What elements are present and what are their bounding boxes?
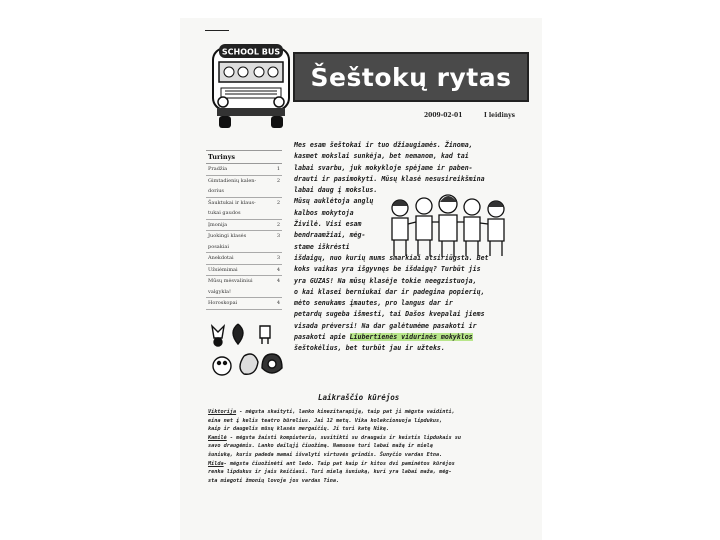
intro-line: šeštokėlius, bet turbūt jau ir užteks. [294,344,445,353]
toc-item: Anekdotai 3 [206,253,282,265]
bus-sign: SCHOOL BUS [221,47,281,57]
intro-line: kalbos mokytoja [294,208,354,217]
newspaper-title: Šeštokų rytas [310,62,512,92]
intro-line: stame iškrėsti [294,242,350,251]
writers-section [208,408,528,485]
intro-line: kasmet mokslai sunkėja, bet nemanom, kad tai [294,152,469,161]
issue-date: 2009-02-01 [424,112,463,119]
writer-line: kaip ir daugelis mūsų klasės mergaičių. Ji turi katę Nikę. [208,426,390,433]
issue-number: I leidinys [484,112,515,119]
table-of-contents [206,150,282,310]
intro-line-start: pasakoti apie [294,333,350,342]
writer-name: Kamilė [208,434,227,441]
toc-item: Užsiėmimai 4 [206,265,282,277]
writer-entry: Kamilė - mėgsta žaisti kompiuteriu, susitikti su draugais ir keistis lipdukais su [208,434,461,441]
writer-line: eina net į kelis teatro būrelius. Jai 12 metų. Vika kolekcionuoja lipdukus, [208,417,443,424]
writer-line: renka lipdukus ir jais keičiasi. Turi mielą šuniuką, kuri yra labai maža, mėg- [208,469,452,476]
intro-line: Mes esam šeštokai ir tuo džiaugiamės. Žinoma, [294,141,473,149]
intro-line: labai svarbu, juk mokykloje spėjame ir paben- [294,163,473,172]
intro-line: o kai klasei berniukai dar ir padegina popierių, [294,287,485,296]
intro-line: mėto senukams įmautes, pro langus dar ir [294,299,453,308]
writer-line: savo draugėmis. Lanko dailųjį čiuožimą. Namuose turi labai mažą ir mielą [208,443,433,450]
toc-item: Šauktukai ir klaus- 2 [208,199,280,206]
highlighted-school-name: Liubertienės vidurinės mokyklos [349,333,473,342]
intro-line: yra GUZAS! Na mūsų klasėje tokie neegzistuoja, [294,276,477,285]
animal-doodles [208,320,292,382]
toc-item: Mūsų mėsvaliniui 4 [208,278,280,284]
toc-item: valgykla! [206,287,282,299]
writer-name: Viktorija [208,409,237,415]
toc-item: Juokingi klasės 3 [208,233,280,239]
school-bus-illustration [207,40,295,132]
children-illustration [384,194,512,260]
intro-line: labai daug į mokslus. [294,186,378,195]
intro-line: Živilė. Visi esam [294,220,362,229]
intro-line: bendraamžiai, mėg- [294,231,366,240]
writer-entry: Viktorija - mėgsta skaityti, lanko kinezitarapiją, taip pat ji mėgsta vaidinti, [208,409,455,415]
toc-item: Pradžia 1 [206,164,282,176]
toc-heading: Turinys [206,151,282,164]
toc-item: tukai gaudos [206,208,282,220]
writer-entry: Milda- mėgsta čiuožinėti ant ledo. Taip pat kaip ir kitos dvi paminėtos kūrėjos [208,460,455,467]
toc-item: Įmonija 2 [206,220,282,232]
intro-line: petardų sugeba išmesti, tai Dašos kvepalai jiems [294,310,485,319]
writer-name: Milda [208,460,224,467]
intro-line: Mūsų auklėtoja anglų [294,197,374,206]
toc-item: dorius [206,186,282,198]
writer-line: sta miegoti žmonių lovoje jos vardas Tina. [208,477,340,484]
writers-heading: Laikraščio kūrėjos [318,393,400,402]
intro-line: koks vaikas yra išgyvnęs be išdaigų? Turbūt jis [294,265,481,274]
intro-line: visada prėversi! Na dar galėtumėme pasakoti ir [294,321,477,330]
writer-line: šuniuką, kuris padeda mamai išvalyti virtuvės grindis. Šunyčio vardas Etna. [208,451,443,458]
toc-item: Horoskopai 4 [206,298,282,310]
intro-line [294,332,522,343]
intro-line: išdaigų, nuo kurių mums smarkiai atsiriūgsta. Bet [294,253,489,262]
toc-item: Gimtadienių kalen- 2 [208,177,280,184]
scan-mark [205,30,229,31]
title-banner [293,52,529,102]
intro-line: drauti ir pasimokyti. Mūsų klasė nesusireikšmina [294,174,485,183]
toc-item: posakiai [206,242,282,254]
